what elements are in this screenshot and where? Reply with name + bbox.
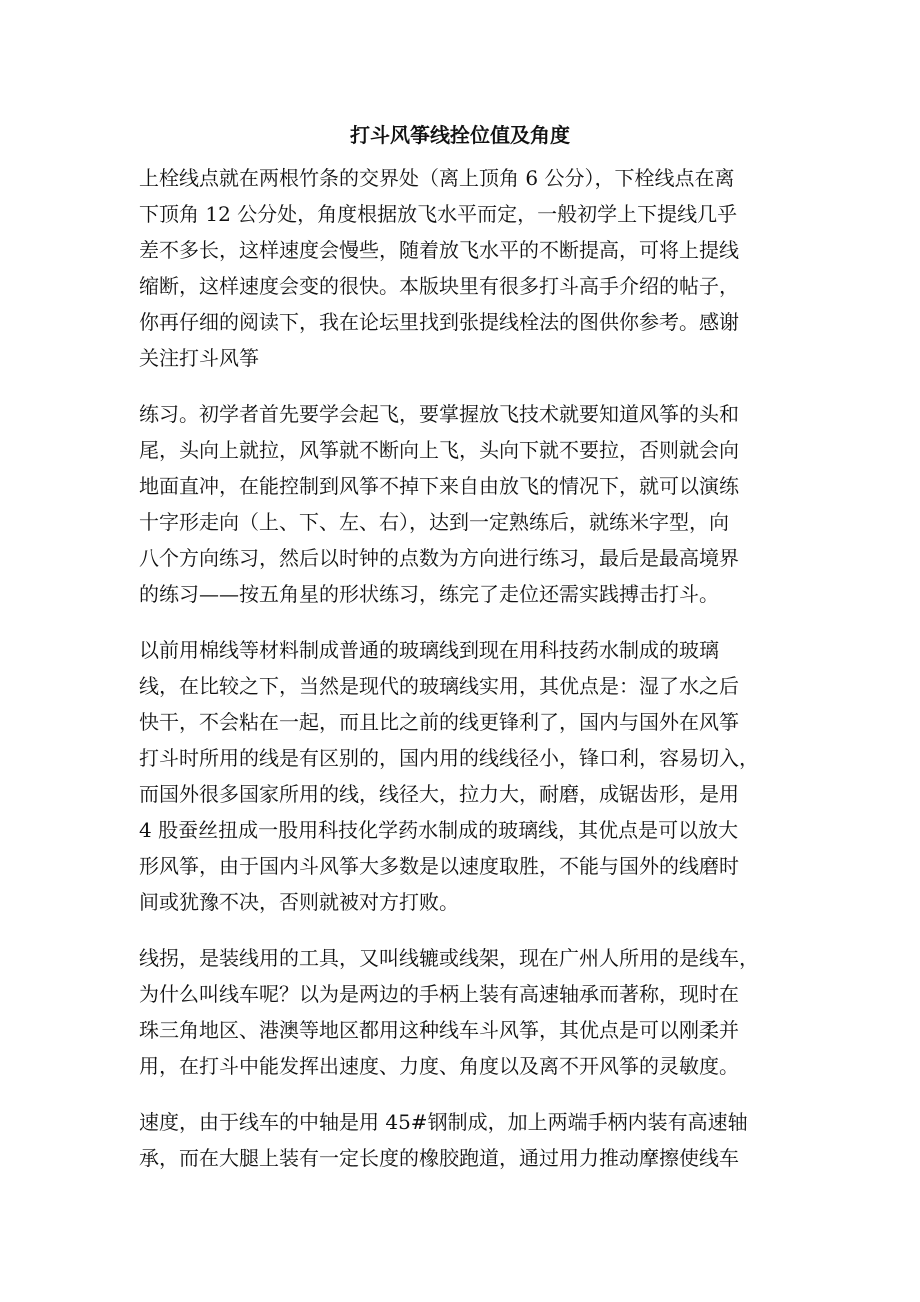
- paragraph-4: [139, 940, 789, 1084]
- paragraph-line: 你再仔细的阅读下，我在论坛里找到张提线栓法的图供你参考。感谢: [139, 310, 739, 334]
- document-title: 打斗风筝线拴位值及角度: [350, 123, 570, 147]
- paragraph-line: 速度，由于线车的中轴是用 45#钢制成，加上两端手柄内装有高速轴: [139, 1110, 748, 1134]
- paragraph-line: 以前用棉线等材料制成普通的玻璃线到现在用科技药水制成的玻璃: [139, 638, 719, 662]
- paragraph-line: 缩断，这样速度会变的很快。本版块里有很多打斗高手介绍的帖子，: [139, 274, 739, 298]
- paragraph-2: [139, 396, 789, 612]
- paragraph-line: 间或犹豫不决，否则就被对方打败。: [139, 890, 459, 914]
- paragraph-line: 为什么叫线车呢？以为是两边的手柄上装有高速轴承而著称，现时在: [139, 982, 739, 1006]
- paragraph-line: 而国外很多国家所用的线，线径大，拉力大，耐磨，成锯齿形，是用: [139, 782, 739, 806]
- paragraph-line: 下顶角 12 公分处，角度根据放飞水平而定，一般初学上下提线几乎: [139, 202, 738, 226]
- paragraph-line: 地面直冲，在能控制到风筝不掉下来自由放飞的情况下，就可以演练: [139, 474, 739, 498]
- paragraph-line: 珠三角地区、港澳等地区都用这种线车斗风筝，其优点是可以刚柔并: [139, 1018, 739, 1042]
- paragraph-1: [139, 160, 789, 376]
- paragraph-line: 八个方向练习，然后以时钟的点数为方向进行练习，最后是最高境界: [139, 546, 739, 570]
- paragraph-line: 用，在打斗中能发挥出速度、力度、角度以及离不开风筝的灵敏度。: [139, 1054, 739, 1078]
- paragraph-line: 差不多长，这样速度会慢些，随着放飞水平的不断提高，可将上提线: [139, 238, 739, 262]
- paragraph-line: 上栓线点就在两根竹条的交界处（离上顶角 6 公分），下栓线点在离: [139, 166, 735, 190]
- paragraph-line: 尾，头向上就拉，风筝就不断向上飞，头向下就不要拉，否则就会向: [139, 438, 739, 462]
- paragraph-line: 打斗时所用的线是有区别的，国内用的线线径小，锋口利，容易切入，: [139, 746, 759, 770]
- paragraph-line: 4 股蚕丝扭成一股用科技化学药水制成的玻璃线，其优点是可以放大: [139, 818, 739, 842]
- paragraph-line: 承，而在大腿上装有一定长度的橡胶跑道，通过用力推动摩擦使线车: [139, 1146, 739, 1170]
- paragraph-line: 线，在比较之下，当然是现代的玻璃线实用，其优点是：湿了水之后: [139, 674, 739, 698]
- paragraph-line: 练习。初学者首先要学会起飞，要掌握放飞技术就要知道风筝的头和: [139, 402, 739, 426]
- paragraph-line: 形风筝，由于国内斗风筝大多数是以速度取胜，不能与国外的线磨时: [139, 854, 739, 878]
- paragraph-line: 关注打斗风筝: [139, 346, 259, 370]
- paragraph-line: 快干，不会粘在一起，而且比之前的线更锋利了，国内与国外在风筝: [139, 710, 739, 734]
- paragraph-line: 的练习——按五角星的形状练习，练完了走位还需实践搏击打斗。: [139, 582, 719, 606]
- paragraph-line: 线拐，是装线用的工具，又叫线辘或线架，现在广州人所用的是线车，: [139, 946, 759, 970]
- paragraph-5: [139, 1104, 789, 1176]
- paragraph-line: 十字形走向（上、下、左、右），达到一定熟练后，就练米字型，向: [139, 510, 729, 534]
- paragraph-3: [139, 632, 789, 920]
